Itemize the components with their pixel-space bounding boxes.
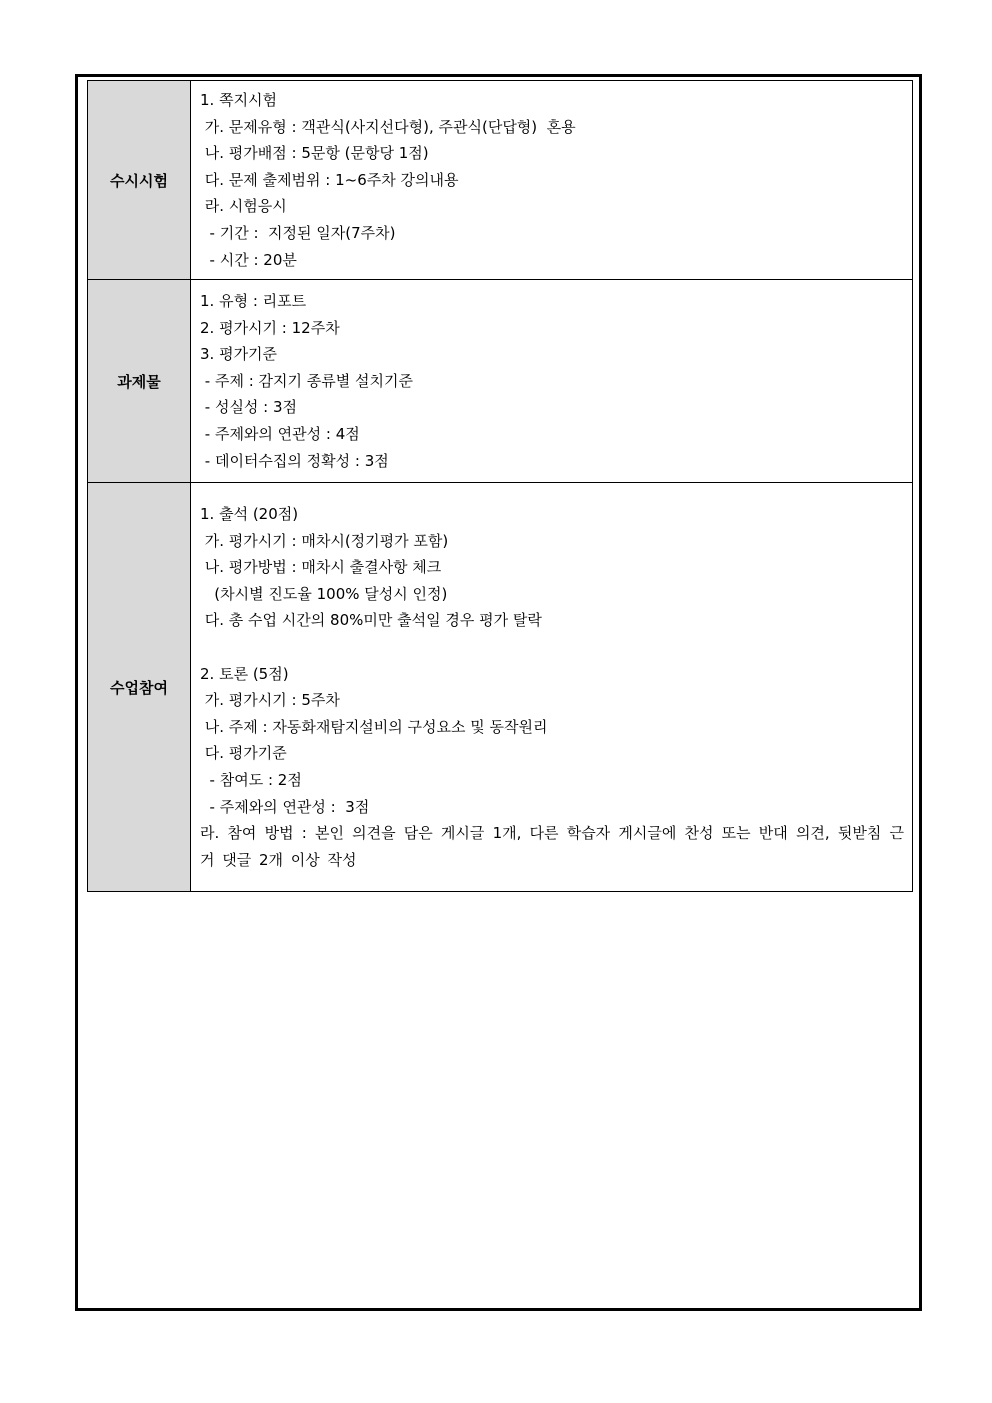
- content-line: 나. 평가배점 : 5문항 (문항당 1점): [200, 144, 429, 163]
- content-line: 3. 평가기준: [200, 345, 278, 364]
- content-line: 가. 문제유형 : 객관식(사지선다형), 주관식(단답형) 혼용: [200, 117, 576, 136]
- row-content-quiz: [191, 81, 913, 280]
- content-line: - 주제와의 연관성 : 4점: [200, 425, 360, 444]
- blank-line: [200, 634, 904, 661]
- content-line: - 주제 : 감지기 종류별 설치기준: [200, 371, 413, 390]
- table-row: [88, 81, 913, 280]
- content-line: 나. 평가방법 : 매차시 출결사항 체크: [200, 558, 442, 577]
- content-line: 가. 평가시기 : 매차시(정기평가 포함): [200, 531, 449, 550]
- table-row: [88, 280, 913, 483]
- content-line: 다. 평가기준: [200, 744, 287, 763]
- content-line: - 참여도 : 2점: [200, 770, 302, 789]
- content-line: - 성실성 : 3점: [200, 398, 298, 417]
- content-line: - 주제와의 연관성 : 3점: [200, 797, 370, 816]
- content-line: 다. 총 수업 시간의 80%미만 출석일 경우 평가 탈락: [200, 611, 542, 630]
- table-row: [88, 483, 913, 892]
- content-line: 1. 유형 : 리포트: [200, 292, 307, 311]
- row-label-assignment: 과제물: [88, 280, 191, 483]
- content-line: (차시별 진도율 100% 달성시 인정): [200, 584, 448, 603]
- content-line: 2. 토론 (5점): [200, 664, 289, 683]
- content-line: 가. 평가시기 : 5주차: [200, 691, 340, 710]
- content-line: 나. 주제 : 자동화재탐지설비의 구성요소 및 동작원리: [200, 717, 548, 736]
- content-line: 2. 평가시기 : 12주차: [200, 318, 340, 337]
- content-line: - 시간 : 20분: [200, 250, 297, 269]
- row-label-participation: 수업참여: [88, 483, 191, 892]
- row-content-participation: [191, 483, 913, 892]
- row-content-assignment: [191, 280, 913, 483]
- row-label-quiz: 수시시험: [88, 81, 191, 280]
- content-line: 1. 출석 (20점): [200, 505, 299, 523]
- content-line: 라. 참여 방법 : 본인 의견을 담은 게시글 1개, 다른 학습자 게시글에 찬성 또는 반대 의견, 뒷받침 근거 댓글 2개 이상 작성: [200, 824, 904, 869]
- content-line: 1. 쪽지시험: [200, 91, 278, 109]
- content-line: - 기간 : 지정된 일자(7주차): [200, 223, 396, 242]
- evaluation-table: [87, 80, 913, 892]
- content-line: - 데이터수집의 정확성 : 3점: [200, 451, 389, 470]
- content-line: 라. 시험응시: [200, 197, 287, 216]
- content-line: 다. 문제 출제범위 : 1~6주차 강의내용: [200, 170, 459, 189]
